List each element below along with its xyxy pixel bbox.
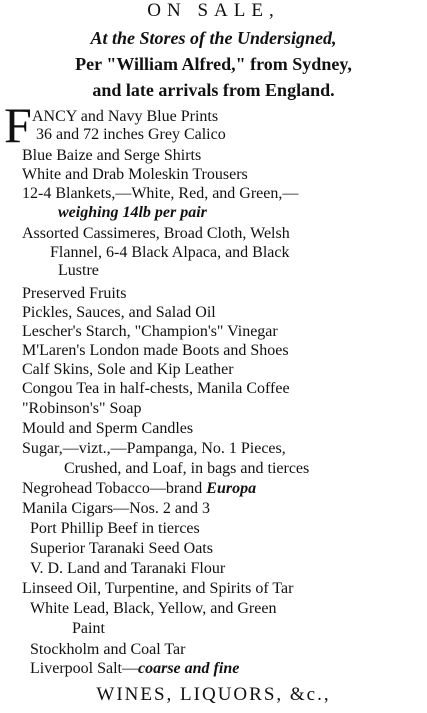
item-text: Liverpool Salt— — [30, 660, 138, 677]
item-text: V. D. Land and Taranaki Flour — [30, 560, 226, 577]
item-line — [72, 620, 105, 638]
item-text: Lustre — [58, 262, 99, 279]
item-text: Preserved Fruits — [22, 285, 127, 302]
item-text: Manila Cigars—Nos. 2 and 3 — [22, 500, 210, 517]
item-line — [22, 342, 289, 360]
item-line — [22, 440, 286, 458]
item-line — [32, 108, 218, 126]
item-line — [58, 262, 99, 280]
item-text: Port Phillip Beef in tierces — [30, 520, 200, 537]
item-text: Negrohead Tobacco—brand — [22, 480, 207, 497]
item-text: Linseed Oil, Turpentine, and Spirits of Tar — [22, 580, 294, 597]
item-text: Lescher's Starch, "Champion's" Vinegar — [22, 323, 278, 340]
item-text: Superior Taranaki Seed Oats — [30, 540, 213, 557]
item-line — [58, 204, 207, 222]
item-italic-text: coarse and fine — [137, 660, 240, 677]
item-line — [30, 520, 200, 538]
item-text: 36 and 72 inches Grey Calico — [36, 126, 226, 143]
item-line — [22, 304, 216, 322]
item-text: Sugar,—vizt.,—Pampanga, No. 1 Pieces, — [22, 440, 286, 457]
item-line — [22, 500, 210, 518]
notice-subtitle: At the Stores of the Undersigned, — [90, 28, 337, 48]
item-text: Crushed, and Loaf, in bags and tierces — [64, 460, 310, 477]
item-line — [30, 540, 213, 558]
item-italic-text: Europa — [206, 480, 257, 497]
item-line — [22, 480, 256, 498]
item-text: Congou Tea in half-chests, Manila Coffee — [22, 380, 290, 397]
item-line — [22, 361, 234, 379]
item-text: Mould and Sperm Candles — [22, 420, 194, 437]
item-text: Blue Baize and Serge Shirts — [22, 147, 202, 164]
item-line — [22, 400, 142, 418]
item-text: Calf Skins, Sole and Kip Leather — [22, 361, 234, 378]
item-text: 12-4 Blankets,—White, Red, and Green,— — [22, 185, 299, 202]
item-text: Assorted Cassimeres, Broad Cloth, Welsh — [22, 225, 290, 242]
item-line — [30, 641, 185, 659]
item-line — [22, 323, 278, 341]
item-text: Paint — [72, 620, 105, 637]
item-text: "Robinson's" Soap — [22, 400, 142, 417]
item-line — [22, 147, 201, 165]
item-text: Flannel, 6-4 Black Alpaca, and Black — [50, 244, 290, 261]
drop-cap: F — [4, 97, 32, 153]
item-line — [22, 580, 293, 598]
item-line — [30, 660, 239, 678]
notice-title: ON SALE, — [147, 0, 280, 21]
item-text: White Lead, Black, Yellow, and Green — [30, 600, 277, 617]
item-line — [36, 126, 226, 144]
footer-heading: WINES, LIQUORS, &c., — [96, 684, 331, 705]
item-line — [22, 225, 290, 243]
item-line — [22, 380, 290, 398]
item-line — [22, 285, 126, 303]
item-line — [22, 185, 298, 203]
ship-line: Per "William Alfred," from Sydney, — [75, 54, 352, 74]
item-text: Pickles, Sauces, and Salad Oil — [22, 304, 216, 321]
item-line — [30, 560, 225, 578]
item-line — [30, 600, 276, 618]
item-line — [22, 166, 248, 184]
arrivals-line: and late arrivals from England. — [92, 80, 335, 100]
item-line — [50, 244, 289, 262]
item-text: ANCY and Navy Blue Prints — [32, 108, 219, 125]
item-line — [64, 460, 309, 478]
item-line — [22, 420, 193, 438]
item-text: White and Drab Moleskin Trousers — [22, 166, 248, 183]
item-text: Stockholm and Coal Tar — [30, 641, 186, 658]
item-text: M'Laren's London made Boots and Shoes — [22, 342, 289, 359]
item-italic-text: weighing 14lb per pair — [58, 204, 207, 221]
